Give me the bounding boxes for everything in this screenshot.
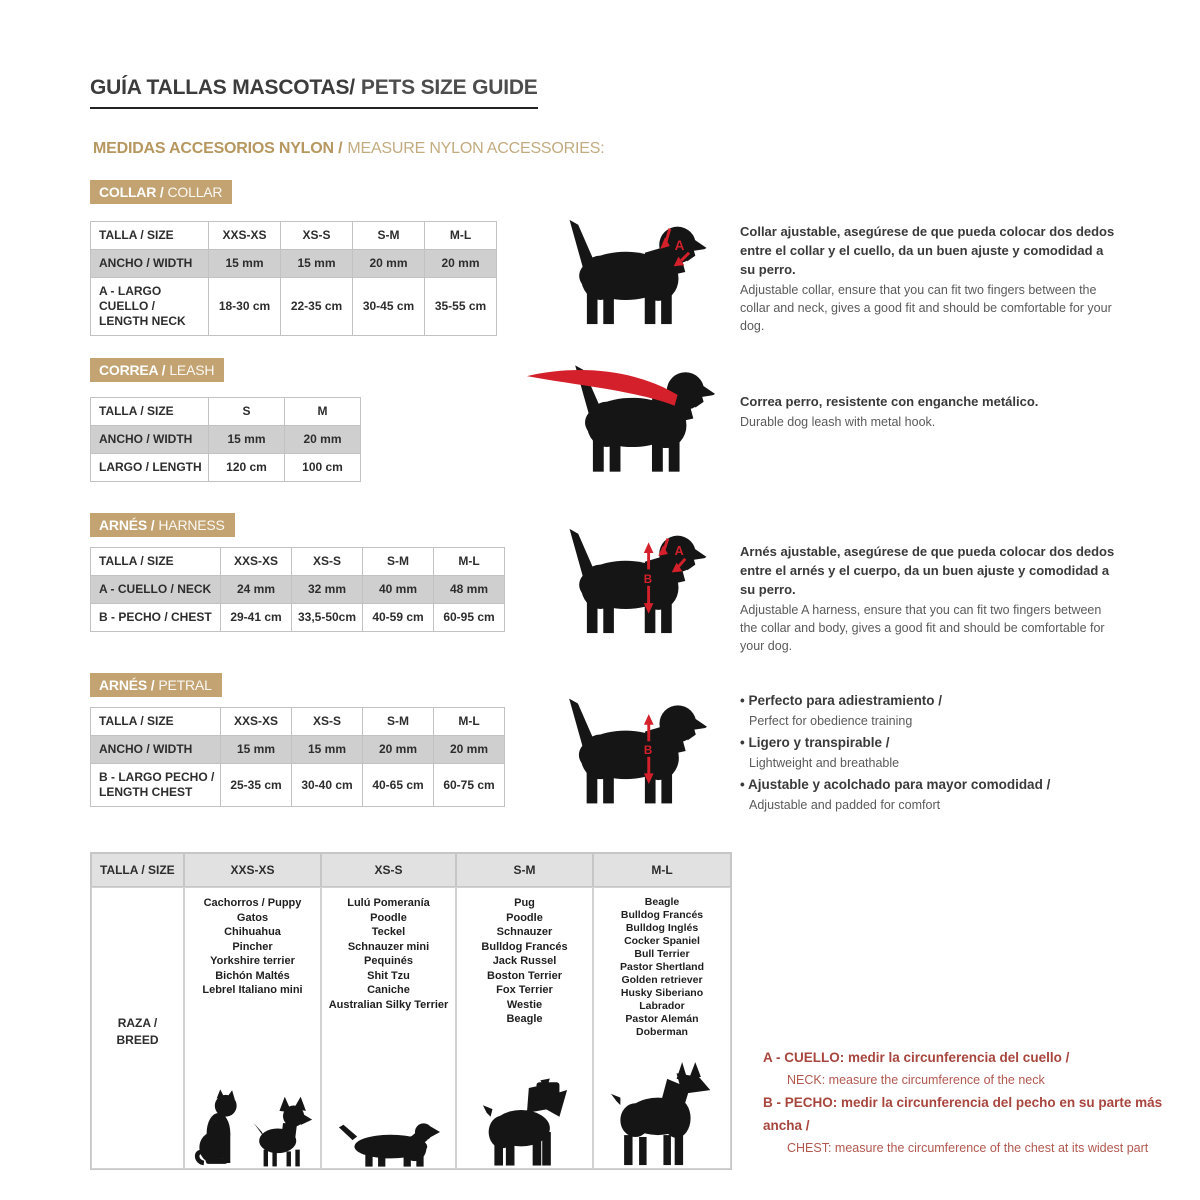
page-title-en: PETS SIZE GUIDE bbox=[360, 76, 538, 99]
breed-item: Pequinés bbox=[364, 955, 413, 967]
petral-width-label: ANCHO / WIDTH bbox=[91, 736, 221, 764]
harness-size-table bbox=[90, 547, 505, 632]
collar-width-value: 20 mm bbox=[425, 250, 497, 278]
note-chest-es: B - PECHO: medir la circunferencia del pecho en su parte más ancha / bbox=[763, 1095, 1163, 1133]
breed-item: Teckel bbox=[371, 926, 406, 938]
breed-item: Pastor Alemán bbox=[625, 1013, 699, 1025]
collar-header-m-l: M-L bbox=[425, 222, 497, 250]
harness-desc-en: Adjustable A harness, ensure that you can fit two fingers between the collar and body, gives a good fit and should be comfortable for your dog. bbox=[740, 603, 1105, 653]
breed-item: Shit Tzu bbox=[367, 969, 410, 982]
harness-chest-value: 40-59 cm bbox=[363, 604, 434, 632]
leash-header-m: M bbox=[285, 398, 361, 426]
chihuahua-silhouette-icon bbox=[253, 1096, 313, 1168]
petral-bullet-en: Lightweight and breathable bbox=[749, 756, 900, 770]
measurement-notes bbox=[763, 1046, 1198, 1159]
breed-item: Schnauzer mini bbox=[347, 940, 430, 953]
leash-width-label: ANCHO / WIDTH bbox=[91, 426, 209, 454]
leash-length-value: 100 cm bbox=[285, 454, 361, 482]
breed-item: Pastor Shertland bbox=[619, 961, 705, 973]
breed-item: Caniche bbox=[367, 984, 410, 996]
collar-badge-en: COLLAR bbox=[167, 184, 223, 200]
breed-item: Lulú Pomeranía bbox=[347, 897, 430, 909]
harness-chest-value: 29-41 cm bbox=[221, 604, 292, 632]
collar-width-label: ANCHO / WIDTH bbox=[91, 250, 209, 278]
harness-chest-label: B - PECHO / CHEST bbox=[91, 604, 221, 632]
dog-harness-figure-icon bbox=[542, 527, 707, 635]
harness-header-m-l: M-L bbox=[434, 548, 505, 576]
leash-width-value: 15 mm bbox=[209, 426, 285, 454]
breed-cell-xxs-xs bbox=[184, 887, 321, 1169]
collar-header-xxs-xs: XXS-XS bbox=[209, 222, 281, 250]
harness-neck-value: 24 mm bbox=[221, 576, 292, 604]
harness-table-header-row bbox=[91, 548, 505, 576]
dog-leash-figure-icon bbox=[523, 362, 715, 475]
leash-table-header-row bbox=[91, 398, 361, 426]
collar-neck-value: 22-35 cm bbox=[281, 278, 353, 336]
breed-list-m-l bbox=[620, 896, 704, 1039]
harness-neck-value: 40 mm bbox=[363, 576, 434, 604]
harness-section-badge bbox=[90, 513, 235, 537]
breed-item: Bulldog Francés bbox=[620, 909, 704, 921]
petral-width-value: 15 mm bbox=[221, 736, 292, 764]
breed-item: Bichón Maltés bbox=[215, 969, 290, 982]
harness-neck-value: 48 mm bbox=[434, 576, 505, 604]
leash-badge-en: LEASH bbox=[169, 362, 215, 378]
collar-width-value: 20 mm bbox=[353, 250, 425, 278]
leash-header-size: TALLA / SIZE bbox=[91, 398, 209, 426]
petral-width-row bbox=[91, 736, 505, 764]
petral-bullet-es: • Ajustable y acolchado para mayor comodidad / bbox=[740, 774, 1130, 795]
petral-width-value: 20 mm bbox=[363, 736, 434, 764]
petral-header-xs-s: XS-S bbox=[292, 708, 363, 736]
petral-width-value: 20 mm bbox=[434, 736, 505, 764]
note-chest-en: CHEST: measure the circumference of the chest at its widest part bbox=[787, 1141, 1149, 1155]
schnauzer-silhouette-icon bbox=[481, 1076, 569, 1168]
breed-item: Chihuahua bbox=[224, 926, 281, 938]
petral-bullet bbox=[740, 774, 1130, 815]
leash-size-table bbox=[90, 397, 361, 482]
collar-marker-a-label: A bbox=[674, 237, 685, 253]
petral-bullet-es: • Ligero y transpirable / bbox=[740, 732, 1130, 753]
breed-header-xs-s: XS-S bbox=[321, 853, 456, 887]
petral-feature-list bbox=[740, 690, 1130, 816]
page-subtitle-es: MEDIDAS ACCESORIOS NYLON / bbox=[93, 140, 343, 157]
breed-list-s-m bbox=[481, 896, 567, 1027]
harness-neck-label: A - CUELLO / NECK bbox=[91, 576, 221, 604]
breed-item: Fox Terrier bbox=[496, 984, 553, 996]
leash-header-s: S bbox=[209, 398, 285, 426]
breed-item: Boston Terrier bbox=[487, 969, 562, 982]
harness-marker-a-label: A bbox=[674, 543, 684, 558]
petral-section-badge bbox=[90, 673, 222, 697]
breed-size-table bbox=[90, 852, 732, 1170]
silhouettes-xxs-xs bbox=[193, 1088, 313, 1168]
petral-chest-value: 40-65 cm bbox=[363, 764, 434, 807]
collar-description bbox=[740, 222, 1122, 335]
petral-chest-row bbox=[91, 764, 505, 807]
harness-header-xxs-xs: XXS-XS bbox=[221, 548, 292, 576]
collar-section-badge bbox=[90, 180, 232, 204]
note-neck-es: A - CUELLO: medir la circunferencia del cuello / bbox=[763, 1050, 1070, 1065]
breed-item: Golden retriever bbox=[621, 974, 703, 986]
breed-item: Cachorros / Puppy bbox=[203, 897, 302, 909]
breed-item: Pug bbox=[514, 897, 535, 909]
harness-neck-row bbox=[91, 576, 505, 604]
breed-item: Westie bbox=[506, 998, 543, 1011]
breed-header-m-l: M-L bbox=[593, 853, 731, 887]
breed-item: Doberman bbox=[636, 1026, 688, 1038]
collar-header-xs-s: XS-S bbox=[281, 222, 353, 250]
collar-header-size: TALLA / SIZE bbox=[91, 222, 209, 250]
leash-length-label: LARGO / LENGTH bbox=[91, 454, 209, 482]
breed-row-label-en: BREED bbox=[116, 1033, 159, 1047]
petral-badge-es: ARNÉS / bbox=[99, 677, 155, 693]
collar-width-value: 15 mm bbox=[281, 250, 353, 278]
harness-chest-value: 60-95 cm bbox=[434, 604, 505, 632]
leash-desc-es: Correa perro, resistente con enganche metálico. bbox=[740, 394, 1039, 409]
harness-badge-es: ARNÉS / bbox=[99, 517, 155, 533]
breed-item: Poodle bbox=[506, 911, 543, 924]
collar-neck-value: 35-55 cm bbox=[425, 278, 497, 336]
harness-marker-b-label: B bbox=[643, 573, 653, 586]
petral-header-xxs-xs: XXS-XS bbox=[221, 708, 292, 736]
breed-item: Pincher bbox=[232, 940, 273, 953]
petral-header-m-l: M-L bbox=[434, 708, 505, 736]
breed-item: Husky Siberiano bbox=[620, 987, 704, 999]
dog-petral-figure-icon bbox=[542, 695, 707, 807]
dachshund-silhouette-icon bbox=[338, 1116, 440, 1168]
petral-bullet bbox=[740, 690, 1130, 731]
harness-header-xs-s: XS-S bbox=[292, 548, 363, 576]
breed-header-s-m: S-M bbox=[456, 853, 593, 887]
petral-chest-label: B - LARGO PECHO / LENGTH CHEST bbox=[91, 764, 221, 807]
breed-item: Beagle bbox=[506, 1013, 543, 1025]
petral-header-size: TALLA / SIZE bbox=[91, 708, 221, 736]
petral-bullet-es: • Perfecto para adiestramiento / bbox=[740, 690, 1130, 711]
collar-desc-en: Adjustable collar, ensure that you can fit two fingers between the collar and neck, gives a good fit and should be comfortable for your dog. bbox=[740, 283, 1112, 333]
collar-width-row bbox=[91, 250, 497, 278]
harness-header-size: TALLA / SIZE bbox=[91, 548, 221, 576]
collar-badge-es: COLLAR / bbox=[99, 184, 164, 200]
breed-cell-xs-s bbox=[321, 887, 456, 1169]
collar-neck-label: A - LARGO CUELLO / LENGTH NECK bbox=[91, 278, 209, 336]
note-neck-en: NECK: measure the circumference of the neck bbox=[787, 1073, 1045, 1087]
harness-description bbox=[740, 542, 1122, 655]
cat-silhouette-icon bbox=[193, 1088, 243, 1168]
petral-size-table bbox=[90, 707, 505, 807]
collar-size-table bbox=[90, 221, 497, 336]
petral-bullet-en: Adjustable and padded for comfort bbox=[749, 798, 941, 812]
dog-collar-figure-icon bbox=[542, 218, 707, 326]
breed-cell-m-l bbox=[593, 887, 731, 1169]
breed-item: Gatos bbox=[236, 911, 269, 924]
page-title-es: GUÍA TALLAS MASCOTAS/ bbox=[90, 76, 355, 99]
breed-item: Schnauzer bbox=[496, 926, 553, 938]
petral-width-value: 15 mm bbox=[292, 736, 363, 764]
breed-header-xxs-xs: XXS-XS bbox=[184, 853, 321, 887]
breed-item: Lebrel Italiano mini bbox=[202, 984, 303, 996]
page-title bbox=[90, 76, 538, 109]
breed-row-label-es: RAZA / bbox=[117, 1016, 158, 1030]
harness-neck-value: 32 mm bbox=[292, 576, 363, 604]
leash-section-badge bbox=[90, 358, 224, 382]
breed-item: Bulldog Inglés bbox=[625, 922, 699, 934]
collar-desc-es: Collar ajustable, asegúrese de que pueda colocar dos dedos entre el collar y el cuello, da un buen ajuste y comodidad a su perro. bbox=[740, 224, 1115, 277]
petral-chest-value: 30-40 cm bbox=[292, 764, 363, 807]
collar-table-header-row bbox=[91, 222, 497, 250]
petral-chest-value: 60-75 cm bbox=[434, 764, 505, 807]
breed-item: Beagle bbox=[644, 896, 680, 908]
breed-item: Poodle bbox=[370, 911, 407, 924]
petral-marker-b-label: B bbox=[643, 743, 653, 757]
collar-width-value: 15 mm bbox=[209, 250, 281, 278]
collar-header-s-m: S-M bbox=[353, 222, 425, 250]
harness-desc-es: Arnés ajustable, asegúrese de que pueda colocar dos dedos entre el arnés y el cuerpo, da un buen ajuste y comodidad a su perro. bbox=[740, 544, 1115, 597]
leash-width-value: 20 mm bbox=[285, 426, 361, 454]
breed-item: Cocker Spaniel bbox=[624, 935, 700, 947]
breed-header-size: TALLA / SIZE bbox=[91, 853, 184, 887]
harness-chest-row bbox=[91, 604, 505, 632]
harness-badge-en: HARNESS bbox=[158, 517, 225, 533]
petral-header-s-m: S-M bbox=[363, 708, 434, 736]
petral-table-header-row bbox=[91, 708, 505, 736]
petral-bullet-en: Perfect for obedience training bbox=[749, 714, 913, 728]
collar-neck-value: 30-45 cm bbox=[353, 278, 425, 336]
petral-chest-value: 25-35 cm bbox=[221, 764, 292, 807]
breed-list-xxs-xs bbox=[202, 896, 302, 998]
leash-description bbox=[740, 392, 1122, 431]
page-subtitle bbox=[93, 140, 604, 158]
leash-desc-en: Durable dog leash with metal hook. bbox=[740, 415, 936, 429]
breed-item: Bull Terrier bbox=[634, 948, 690, 960]
collar-neck-row bbox=[91, 278, 497, 336]
leash-length-row bbox=[91, 454, 361, 482]
breed-item: Jack Russel bbox=[492, 955, 557, 967]
breed-item: Bulldog Francés bbox=[481, 940, 568, 953]
breed-list-xs-s bbox=[329, 896, 449, 1012]
petral-badge-en: PETRAL bbox=[158, 677, 212, 693]
collar-neck-value: 18-30 cm bbox=[209, 278, 281, 336]
breed-row-label bbox=[91, 887, 184, 1169]
petral-bullet bbox=[740, 732, 1130, 773]
breed-cell-s-m bbox=[456, 887, 593, 1169]
breed-item: Labrador bbox=[639, 1000, 685, 1012]
leash-length-value: 120 cm bbox=[209, 454, 285, 482]
breed-item: Australian Silky Terrier bbox=[328, 998, 449, 1011]
harness-chest-value: 33,5-50cm bbox=[292, 604, 363, 632]
leash-badge-es: CORREA / bbox=[99, 362, 166, 378]
harness-header-s-m: S-M bbox=[363, 548, 434, 576]
page-subtitle-en: MEASURE NYLON ACCESSORIES: bbox=[347, 140, 605, 157]
doberman-silhouette-icon bbox=[611, 1061, 714, 1168]
breed-item: Yorkshire terrier bbox=[210, 955, 295, 967]
leash-width-row bbox=[91, 426, 361, 454]
